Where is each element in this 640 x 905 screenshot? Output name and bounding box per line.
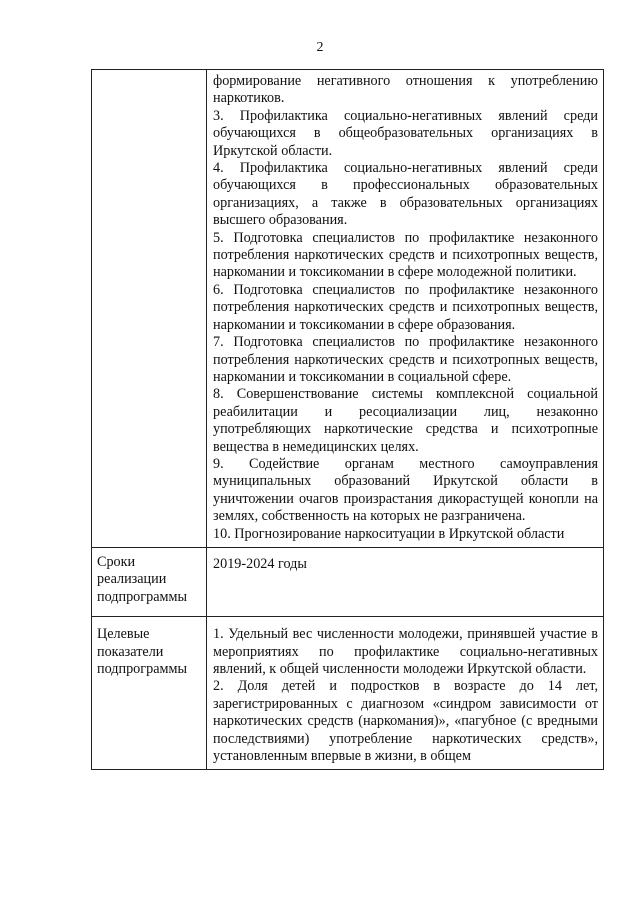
row-label-line: реализации: [97, 571, 167, 588]
table-row-period: [92, 547, 604, 616]
period-value: 2019-2024 годы: [213, 555, 307, 572]
task-paragraph: 7. Подготовка специалистов по профилактике незаконного потребления наркотических средств и психотропных веществ, наркомании и токсикомании в социальной сфере.: [213, 334, 598, 385]
table-row-tasks: [92, 70, 604, 548]
indicator-paragraph: 1. Удельный вес численности молодежи, принявшей участие в мероприятиях по профилактике социально-негативных явлений, к общей численности молодежи Иркутской области.: [213, 626, 598, 677]
tasks-content-cell: [207, 70, 604, 548]
task-paragraph: формирование негативного отношения к употреблению наркотиков.: [213, 73, 598, 107]
task-paragraph: 6. Подготовка специалистов по профилактике незаконного потребления наркотических средств и психотропных веществ, наркомании и токсикомании в сфере образования.: [213, 281, 598, 333]
indicators-content-cell: [207, 617, 604, 770]
indicator-paragraph: 2. Доля детей и подростков в возрасте до 14 лет, зарегистрированных с диагнозом «синдром зависимости от наркотических средств (наркомания)», «пагубное (с вредными последствиями) употребление наркотических средств», установленным впервые в жизни, в общем: [213, 678, 598, 765]
task-paragraph: 9. Содействие органам местного самоуправления муниципальных образований Иркутской области в уничтожении очагов произрастания дикорастущей конопли на землях, собственность на которых не разграничена.: [213, 455, 598, 525]
row-label-cell: [92, 70, 207, 548]
task-paragraph: 4. Профилактика социально-негативных явлений среди обучающихся в профессиональных образовательных организациях, а также в образовательных организациях высшего образования.: [213, 160, 598, 229]
task-paragraph: 5. Подготовка специалистов по профилактике незаконного потребления наркотических средств и психотропных веществ, наркомании и токсикомании в сфере молодежной политики.: [213, 229, 598, 281]
subprogram-passport-table: [91, 69, 604, 770]
row-label-cell: [92, 547, 207, 616]
row-label-line: Целевые: [97, 626, 150, 643]
task-paragraph: 10. Прогнозирование наркоситуации в Иркутской области: [213, 525, 565, 542]
page-number: 2: [316, 40, 324, 55]
row-label-cell: [92, 617, 207, 770]
row-label-line: подпрограммы: [97, 588, 187, 605]
task-paragraph: 3. Профилактика социально-негативных явлений среди обучающихся в общеобразовательных организациях в Иркутской области.: [213, 107, 598, 159]
row-label-line: показатели: [97, 643, 164, 660]
row-label-line: Сроки: [97, 553, 136, 570]
table-row-indicators: [92, 617, 604, 770]
row-label-line: подпрограммы: [97, 661, 187, 677]
period-content-cell: [207, 547, 604, 616]
task-paragraph: 8. Совершенствование системы комплексной социальной реабилитации и ресоциализации лиц, незаконно употребляющих наркотические средства и психотропные вещества в немедицинских целях.: [213, 386, 598, 455]
